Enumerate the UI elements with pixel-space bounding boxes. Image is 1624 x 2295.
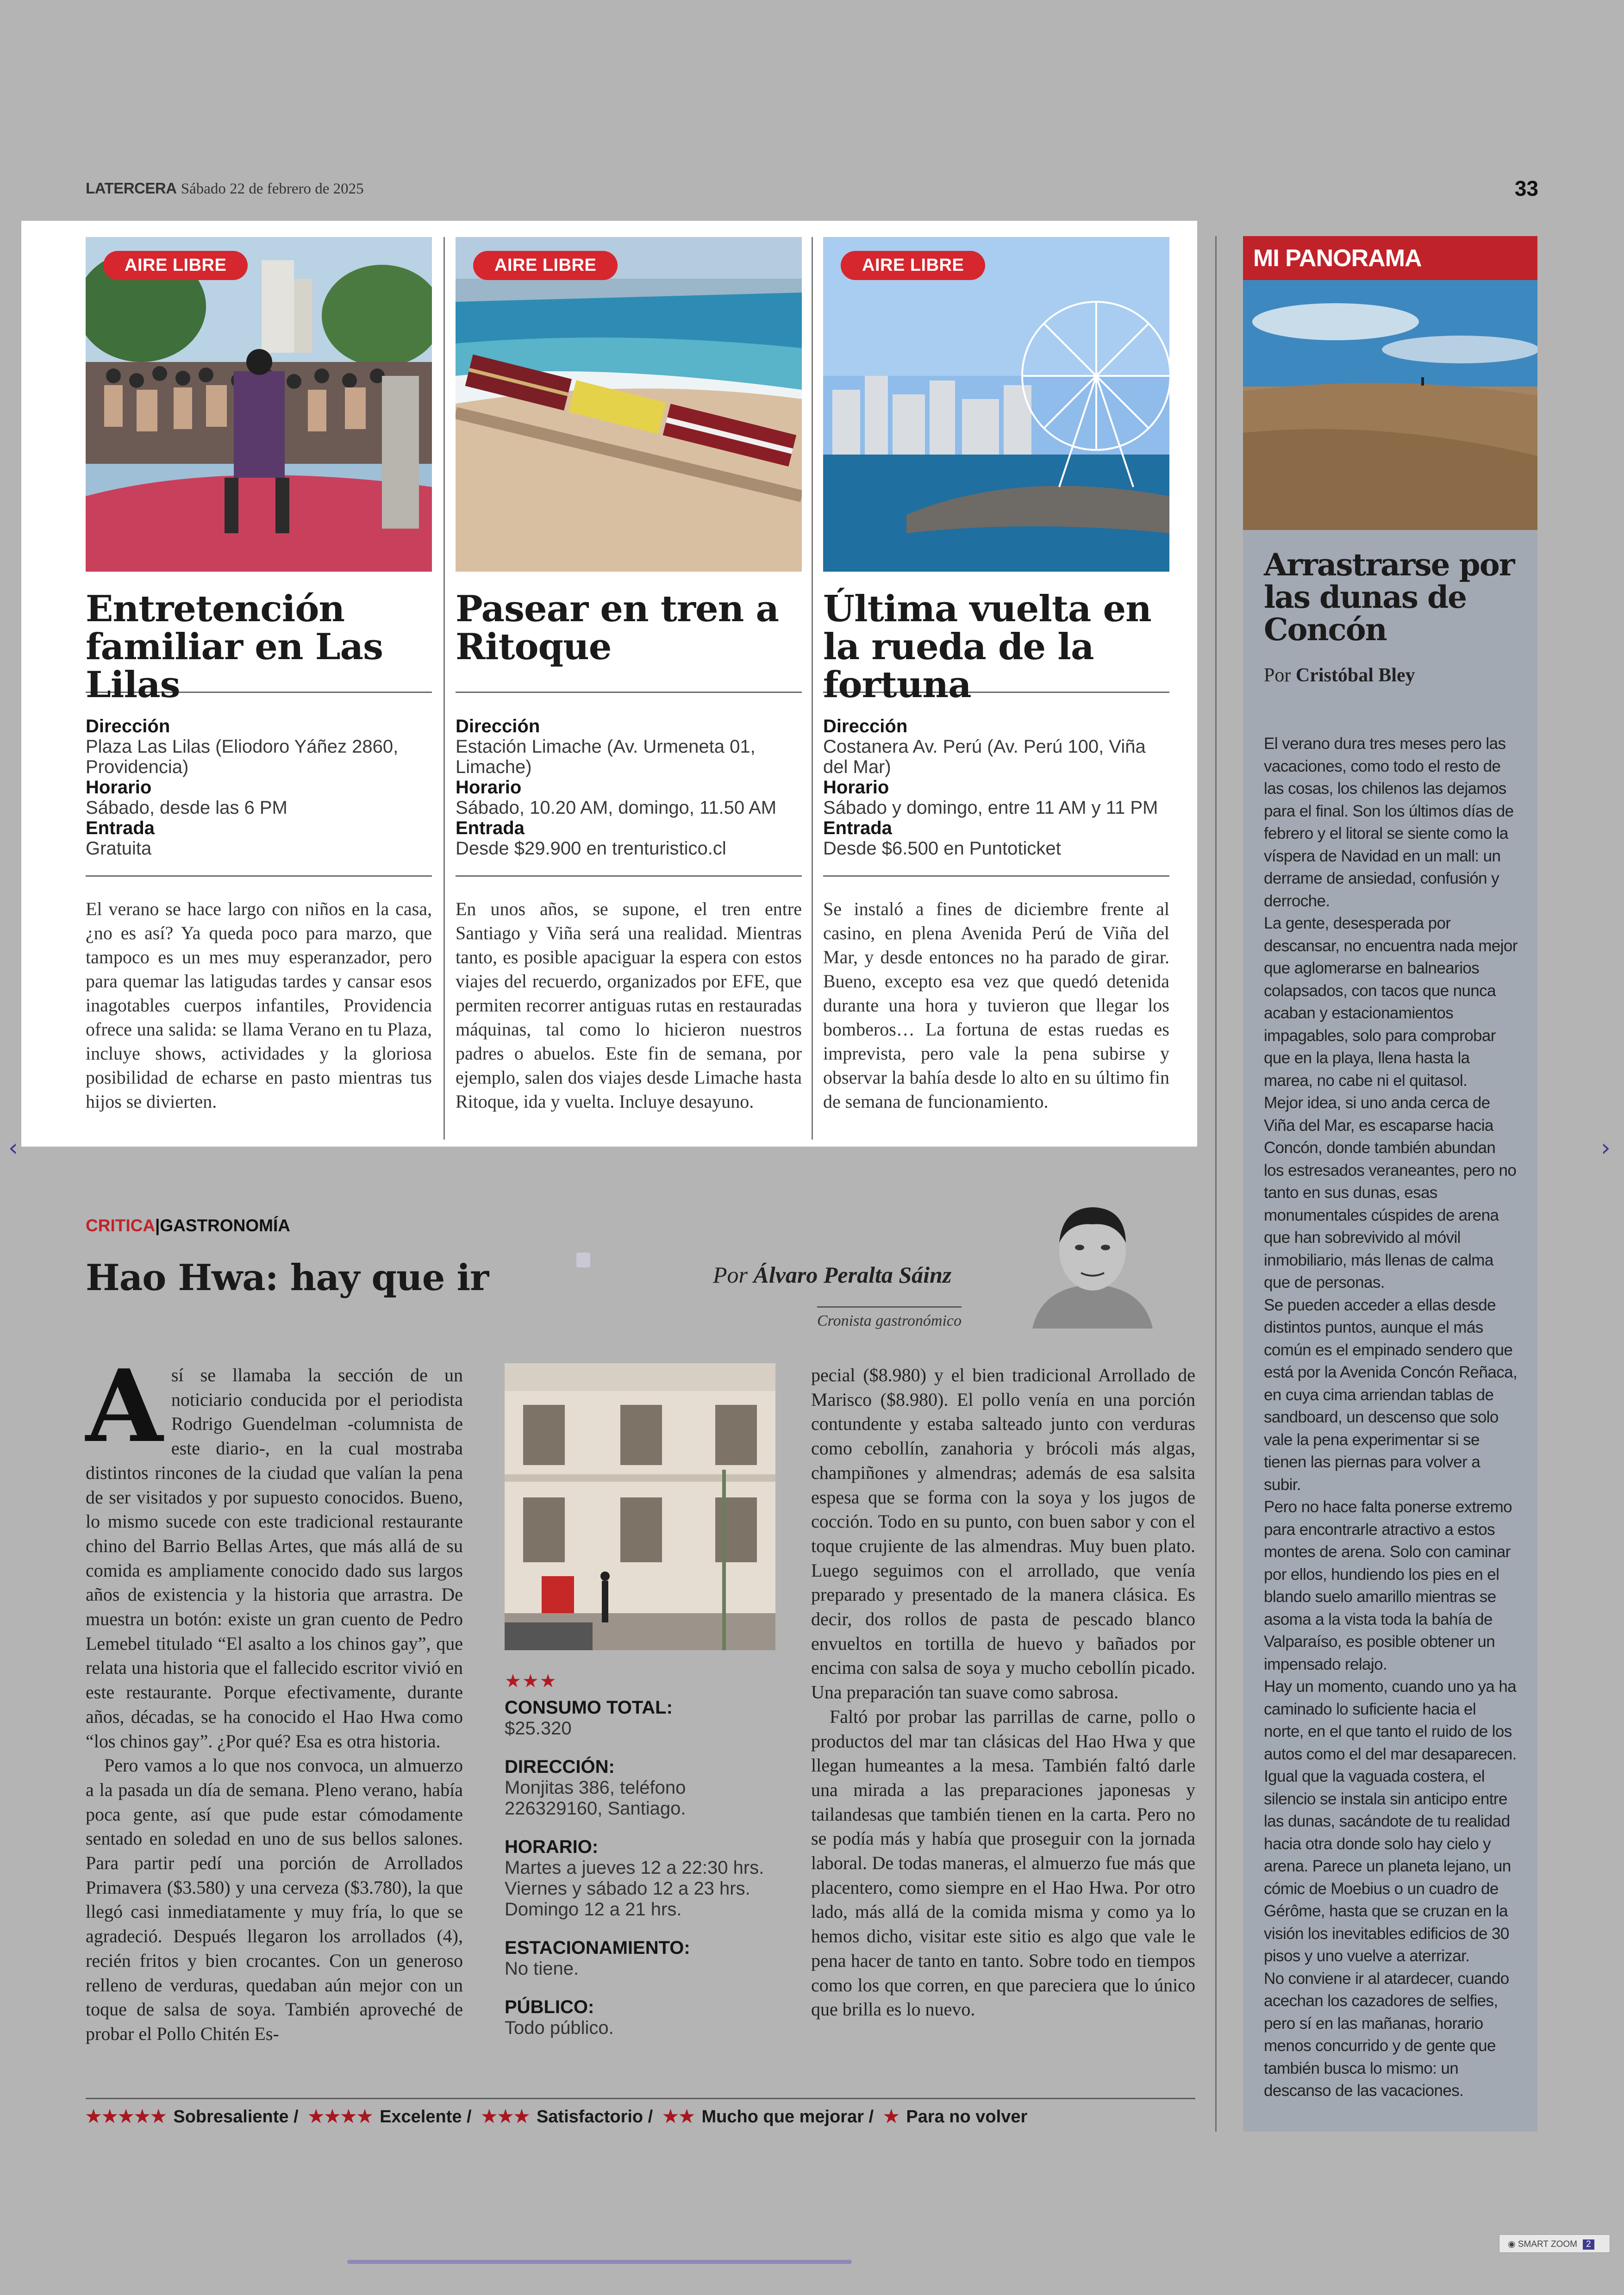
event-info — [823, 716, 1169, 869]
event-body: En unos años, se supone, el tren entre Santiago y Viña será una realidad. Mientras tanto, es posible apaciguar la espera con estos viajes del recuerdo, organizados por EFE, que permiten recorrer antiguas rutas en restauradas máquinas, tal como lo hicieron nuestros padres o abuelos. Este fin de semana, por ejemplo, salen dos viajes desde Limache hasta Ritoque, ida y vuelta. Incluye desayuno. — [456, 898, 802, 1112]
event-body: El verano se hace largo con niños en la casa, ¿no es así? Ya queda poco para marzo, que tampoco es un mes muy esperanzador, pero para quemar las latigudas tardes y cansar esos inagotables cuerpos infantiles, Providencia ofrece una salida: se llama Verano en tu Plaza, incluye shows, actividades y la gloriosa posibilidad de echarse en pasto mientras tus hijos se divierten. — [86, 898, 432, 1112]
smart-zoom-value: 2 — [1583, 2239, 1594, 2250]
sidebar-paragraph: No conviene ir al atardecer, cuando acechan los cazadores de selfies, pero sí en las mañanas, horario menos concurrido y de gente que también busca lo mismo: un descanso de las vacaciones. — [1264, 1969, 1509, 2100]
fact-label: CONSUMO TOTAL: — [505, 1697, 673, 1718]
event-card — [823, 237, 1169, 1114]
info-label: Dirección — [823, 716, 908, 736]
sidebar-paragraph: El verano dura tres meses pero las vacaciones, como todo el resto de las cosas, los chilenos las dejamos para el final. Son los últimos días de febrero y el litoral se siente como la víspera de Navidad en un mall: un derrame de ansiedad, confusión y derroche. — [1264, 735, 1514, 910]
next-page-arrow-icon[interactable]: › — [1601, 1134, 1611, 1162]
review-kicker — [86, 1216, 290, 1235]
review-facts — [505, 1671, 782, 2039]
byline-prefix: Por — [1264, 665, 1291, 686]
fact-value: Martes a jueves 12 a 22:30 hrs. Viernes y sábado 12 a 23 hrs. Domingo 12 a 21 hrs. — [505, 1858, 764, 1920]
author-portrait — [1023, 1199, 1162, 1328]
info-label: Horario — [86, 777, 152, 798]
sidebar-body — [1264, 733, 1519, 2102]
sidebar-header: MI PANORAMA — [1243, 236, 1537, 280]
fact-label: DIRECCIÓN: — [505, 1757, 615, 1777]
legend-stars: ★★★ — [481, 2107, 530, 2127]
kicker-critica: CRITICA — [86, 1216, 156, 1235]
drop-cap: A — [86, 1347, 163, 1465]
legend-stars: ★★★★ — [308, 2107, 374, 2127]
horizontal-scrollbar[interactable] — [347, 2260, 852, 2264]
category-badge: AIRE LIBRE — [841, 251, 985, 280]
brand-name: LATERCERA — [86, 180, 177, 197]
event-schedule: Sábado, 10.20 AM, domingo, 11.50 AM — [456, 798, 777, 818]
event-body: Se instaló a fines de diciembre frente al casino, en plena Avenida Perú de Viña del Mar, y desde entonces no ha parado de girar. Bueno, excepto esa vez que quedó detenida durante una hora y tuvieron que llegar los bomberos… La fortuna de estas ruedas es imprevista, pero vale la pena subirse y observar la bahía desde lo alto en su último fin de semana de funcionamiento. — [823, 898, 1169, 1112]
legend-stars: ★★ — [662, 2107, 695, 2127]
event-price: Desde $6.500 en Puntoticket — [823, 838, 1061, 859]
sidebar-paragraph: Mejor idea, si uno anda cerca de Viña del Mar, es escaparse hacia Concón, donde también abundan los estresados veraneantes, pero no tanto en sus dunas, esas monumentales cúspides de arena que han sobrevivido al móvil inmobiliario, más llenas de calma que de personas. — [1264, 1094, 1517, 1291]
event-card — [86, 237, 432, 1114]
kicker-section: GASTRONOMÍA — [160, 1216, 291, 1235]
event-address: Costanera Av. Perú (Av. Perú 100, Viña del Mar) — [823, 736, 1146, 777]
rule-divider — [86, 875, 432, 877]
event-card — [456, 237, 802, 1114]
rule-divider — [456, 692, 802, 693]
event-info — [456, 716, 802, 869]
review-column — [811, 1363, 1195, 2022]
event-title: Pasear en tren a Ritoque — [456, 588, 779, 668]
category-badge: AIRE LIBRE — [103, 251, 248, 280]
fact-label: HORARIO: — [505, 1837, 599, 1857]
sidebar-paragraph: Se pueden acceder a ellas desde distintos puntos, aunque el más común es el empinado sendero que está por la Avenida Concón Reñaca, en cuya cima arriendan tablas de sandboard, un descenso que solo vale la pena experimentar si se tienen las piernas para volver a subir. — [1264, 1296, 1518, 1494]
event-address: Estación Limache (Av. Urmeneta 01, Limache) — [456, 736, 756, 777]
event-title: Entretención familiar en Las Lilas — [86, 588, 383, 706]
review-paragraph: Pero vamos a lo que nos convoca, un almuerzo a la pasada un día de semana. Pleno verano, había poca gente, así que pude estar cómodamente sentado en soledad en uno de sus bellos salones. Para partir pedí una porción de Arrollados Primavera ($3.580) y una cerveza ($3.780), la que llegó casi inmediatamente y muy fría, lo que se agradeció. Después llegaron los arrollados (4), recién fritos y bien crocantes. Con un generoso relleno de verduras, quedaban aún mejor con un toque de salsa de soya. También aproveché de probar el Pollo Chitén Es- — [86, 1755, 463, 2044]
info-label: Dirección — [456, 716, 540, 736]
rule-divider — [823, 875, 1169, 877]
info-label: Entrada — [823, 818, 892, 838]
fact-value: Todo público. — [505, 2018, 614, 2038]
legend-stars: ★ — [883, 2107, 900, 2127]
column-divider — [812, 237, 813, 1140]
kicker-separator: | — [155, 1216, 160, 1235]
eye-icon: ◉ — [1508, 2239, 1516, 2249]
sidebar-title: Arrastrarse por las dunas de Concón — [1264, 547, 1514, 648]
review-column — [86, 1347, 463, 2046]
smart-zoom-label: SMART ZOOM — [1518, 2239, 1577, 2249]
issue-date: Sábado 22 de febrero de 2025 — [181, 181, 364, 197]
author-role: Cronista gastronómico — [817, 1306, 962, 1330]
sidebar-paragraph: La gente, desesperada por descansar, no encuentra nada mejor que aglomerarse en balnearios colapsados, con tacos que nunca acaban y estacionamientos impagables, solo para comprobar que en la playa, llena hasta la marea, no cabe ni el quitasol. — [1264, 914, 1518, 1090]
smart-zoom-button[interactable] — [1499, 2234, 1610, 2253]
sidebar-byline — [1264, 664, 1537, 686]
prev-page-arrow-icon[interactable]: ‹ — [8, 1134, 18, 1162]
column-divider — [443, 237, 445, 1140]
legend-label: Para no volver — [906, 2107, 1028, 2127]
event-address: Plaza Las Lilas (Eliodoro Yáñez 2860, Providencia) — [86, 736, 399, 777]
rule-divider — [86, 2098, 1195, 2099]
rule-divider — [456, 875, 802, 877]
sidebar-paragraph: Hay un momento, cuando uno ya ha caminado lo suficiente hacia el norte, en el que tanto el ruido de los autos como el del mar desaparecen. Igual que la vaguada costera, el silencio se instala sin anticipo entre las dunas, sacándote de tu realidad hacia otra donde solo hay cielo y arena. Parece un planeta lejano, un cómic de Moebius o un cuadro de Gérôme, hasta que se cruzan en la visión los inevitables edificios de 30 pisos y uno vuelve a aterrizar. — [1264, 1678, 1517, 1965]
byline-prefix: Por — [713, 1262, 748, 1288]
info-label: Dirección — [86, 716, 170, 736]
event-info — [86, 716, 432, 869]
masthead — [86, 180, 364, 198]
category-badge: AIRE LIBRE — [473, 251, 618, 280]
info-label: Entrada — [86, 818, 155, 838]
event-schedule: Sábado y domingo, entre 11 AM y 11 PM — [823, 798, 1158, 818]
legend-label: Excelente / — [380, 2107, 472, 2127]
fact-value: No tiene. — [505, 1958, 579, 1979]
fact-label: PÚBLICO: — [505, 1997, 594, 2017]
fact-value: $25.320 — [505, 1718, 572, 1739]
legend-label: Mucho que mejorar / — [701, 2107, 874, 2127]
review-byline — [713, 1261, 951, 1288]
rating-legend — [86, 2106, 1027, 2127]
author-name: Álvaro Peralta Sáinz — [753, 1262, 952, 1288]
event-price: Desde $29.900 en trenturistico.cl — [456, 838, 726, 859]
dunes-photo — [1243, 280, 1537, 530]
rating-stars: ★★★ — [505, 1671, 557, 1691]
page-number: 33 — [1514, 176, 1538, 200]
legend-stars: ★★★★★ — [86, 2107, 167, 2127]
events-panel — [21, 221, 1197, 1147]
section-divider — [1215, 236, 1217, 2132]
event-title: Última vuelta en la rueda de la fortuna — [823, 588, 1151, 706]
review-paragraph: pecial ($8.980) y el bien tradicional Arrollado de Marisco ($8.980). El pollo venía en una porción contundente y estaba salteado junto con verduras como cebollín, zanahoria y brócoli más algas, champiñones y almendras; además de esa salsita espesa que se forma con la soya y los jugos de cocción. Todo en su punto, con buen sabor y con el toque crujiente de las almendras. Muy buen plato. Luego seguimos con el arrollado, que venía preparado y presentado de la manera clásica. Es decir, dos rollos de pasta de pescado blanco envueltos en tortilla de huevo y bañados por encima con salsa de soya y mucho cebollín picado. Una preparación tan suave como sabrosa. — [811, 1365, 1195, 1703]
event-schedule: Sábado, desde las 6 PM — [86, 798, 287, 818]
event-photo-train — [456, 237, 802, 572]
info-label: Horario — [456, 777, 522, 798]
info-label: Horario — [823, 777, 889, 798]
sidebar-paragraph: Pero no hace falta ponerse extremo para encontrarle atractivo a estos montes de arena. Solo con caminar por ellos, hundiendo los pies en el blando suelo amarillo mientras se asoma a la vista toda la bahía de Valparaíso, es posible obtener un impensado relajo. — [1264, 1498, 1512, 1673]
event-photo-ferris-wheel — [823, 237, 1169, 572]
legend-label: Sobresaliente / — [173, 2107, 299, 2127]
review-paragraph: Faltó por probar las parrillas de carne, pollo o productos del mar tan clásicas del Hao Hwa y que llegan humeantes a la mesa. También faltó darle una mirada a las preparaciones japonesas y tailandesas que también tienen en la carta. Pero no se podía más y había que proseguir con la jornada laboral. De todas maneras, el almuerzo fue más que placentero, como siempre en el Hao Hwa. Por otro lado, más allá de la comida misma y como ya lo hemos dicho, visitar este sitio es algo que vale le pena hacer de tanto en tanto. Sobre todo en tiempos como los que corren, en que pareciera que lo único que brilla es lo nuevo. — [811, 1706, 1195, 2020]
fact-label: ESTACIONAMIENTO: — [505, 1938, 690, 1958]
review-paragraph: sí se llamaba la sección de un noticiario conducida por el periodista Rodrigo Guendelman -columnista de este diario-, en la cual mostraba distintos rincones de la ciudad que valían la pena de ser visitados y por supuesto conocidos. Bueno, lo mismo sucede con este tradicional restaurante chino del Barrio Bellas Artes, que más allá de su comida es ampliamente conocido dado sus largos años de existencia y la historia que arrastra. De muestra un botón: existe un gran cuento de Pedro Lemebel titulado “El asalto a los chinos gay”, que relata una historia que el fallecido escritor vivió en este restaurante. Porque efectivamente, durante años, décadas, se ha conocido el Hao Hwa como “los chinos gay”. ¿Por qué? Esa es otra historia. — [86, 1365, 463, 1752]
event-photo-plaza — [86, 237, 432, 572]
mi-panorama-sidebar — [1243, 236, 1537, 2132]
info-label: Entrada — [456, 818, 525, 838]
event-price: Gratuita — [86, 838, 152, 859]
legend-label: Satisfactorio / — [536, 2107, 653, 2127]
author-name: Cristóbal Bley — [1295, 665, 1415, 686]
review-title: Hao Hwa: hay que ir — [86, 1257, 489, 1299]
note-icon[interactable] — [576, 1253, 590, 1267]
restaurant-photo — [505, 1363, 775, 1650]
fact-value: Monjitas 386, teléfono 226329160, Santiago. — [505, 1777, 686, 1819]
